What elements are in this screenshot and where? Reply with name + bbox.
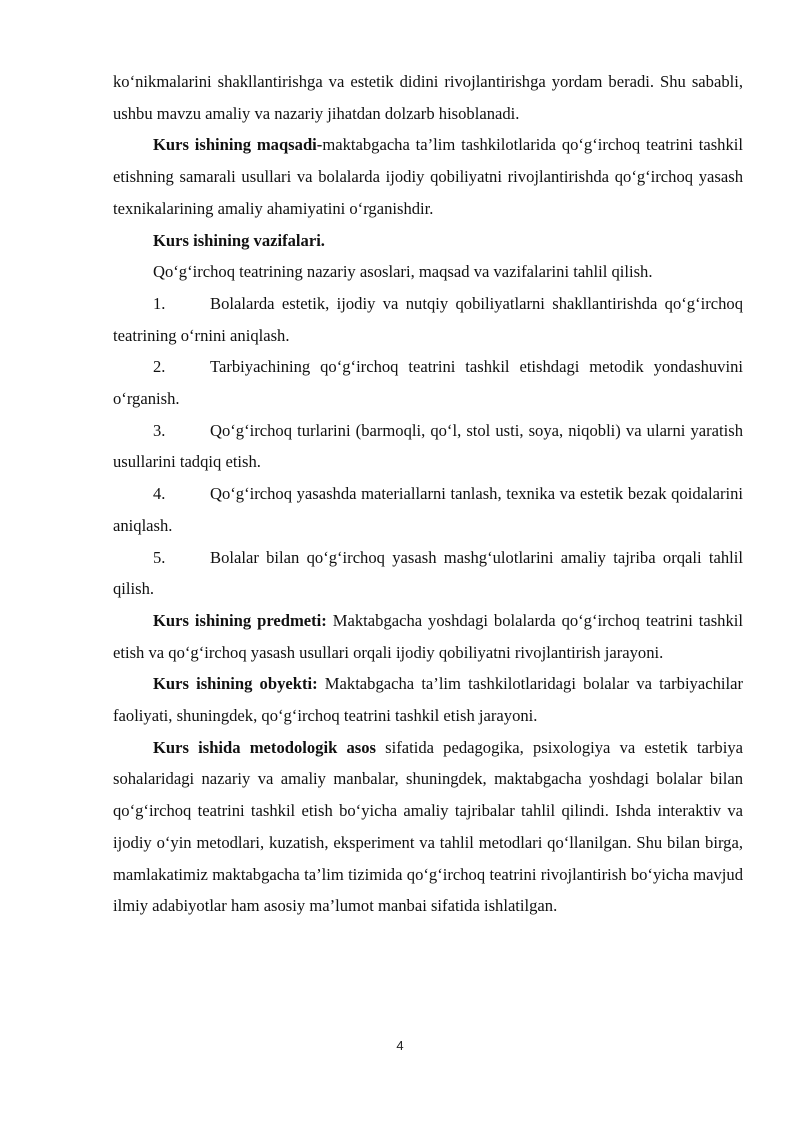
task-text: Tarbiyachining qo‘g‘irchoq teatrini tashkil etishdagi metodik yondashuvini o‘rganish.: [113, 357, 743, 409]
task-number: 2.: [153, 357, 166, 377]
task-item-3: [113, 415, 743, 478]
methodology-label: Kurs ishida metodologik asos: [153, 737, 376, 757]
task-text: Qo‘g‘irchoq yasashda materiallarni tanlash, texnika va estetik bezak qoidalarini aniqlash.: [113, 484, 743, 535]
object-text: Maktabgacha ta’lim tashkilotlaridagi bolalar va tarbiyachilar faoliyati, shuningdek, qo‘g‘irchoq teatrini tashkil etish jarayoni.: [113, 674, 743, 726]
task-item-1: [113, 288, 743, 351]
task-text: Bolalar bilan qo‘g‘irchoq yasash mashg‘ulotlarini amaliy tajriba orqali tahlil qilish.: [113, 547, 743, 599]
task-number: 5.: [153, 547, 166, 567]
tasks-heading: [113, 225, 743, 257]
document-page: [113, 66, 743, 922]
methodology-paragraph: [113, 732, 743, 922]
task-item-4: [113, 478, 743, 541]
goal-text: maktabgacha ta’lim tashkilotlarida qo‘g‘irchoq teatrini tashkil etishning samarali usullari va bolalarda ijodiy qobiliyatni rivojlantirishda qo‘g‘irchoq yasash texnikalarining amaliy ahamiyatini o‘rganishdir.: [113, 135, 743, 218]
object-label: Kurs ishining obyekti:: [153, 674, 318, 694]
task-text: Bolalarda estetik, ijodiy va nutqiy qobiliyatlarni shakllantirishda qo‘g‘irchoq teatrining o‘rnini aniqlash.: [113, 293, 743, 345]
tasks-label: Kurs ishining vazifalari.: [153, 230, 325, 250]
subject-label: Kurs ishining predmeti:: [153, 610, 327, 630]
task-number: 4.: [153, 484, 166, 504]
task-number: 1.: [153, 293, 166, 313]
subject-text: Maktabgacha yoshdagi bolalarda qo‘g‘irchoq teatrini tashkil etish va qo‘g‘irchoq yasash usullari orqali ijodiy qobiliyatni rivojlantirish jarayoni.: [113, 610, 743, 662]
intro-paragraph: ko‘nikmalarini shakllantirishga va estetik didini rivojlantirishga yordam beradi. Shu sababli, ushbu mavzu amaliy va nazariy jihatdan dolzarb hisoblanadi.: [113, 72, 743, 123]
task-number: 3.: [153, 420, 166, 440]
page-number: 4: [396, 1038, 404, 1053]
task-item-2: [113, 351, 743, 414]
task-text: Qo‘g‘irchoq turlarini (barmoqli, qo‘l, stol usti, soya, niqobli) va ularni yaratish usullarini tadqiq etish.: [113, 420, 743, 472]
goal-label: Kurs ishining maqsadi-: [153, 135, 323, 155]
goal-paragraph: [113, 129, 743, 224]
task-item-5: [113, 542, 743, 605]
tasks-intro: Qo‘g‘irchoq teatrining nazariy asoslari, maqsad va vazifalarini tahlil qilish.: [153, 262, 653, 282]
methodology-text: sifatida pedagogika, psixologiya va estetik tarbiya sohalaridagi nazariy va amaliy manbalar, shuningdek, maktabgacha yoshdagi bolalar bilan qo‘g‘irchoq teatrini tashkil etish bo‘yicha amaliy tajribalar tahlil qilindi. Ishda interaktiv va ijodiy o‘yin metodlari, kuzatish, eksperiment va tahlil metodlari qo‘llanilgan. Shu bilan birga, mamlakatimiz maktabgacha ta’lim tizimida qo‘g‘irchoq teatrini rivojlantirish bo‘yicha mavjud ilmiy adabiyotlar ham asosiy ma’lumot manbai sifatida ishlatilgan.: [113, 737, 743, 916]
subject-paragraph: [113, 605, 743, 668]
object-paragraph: [113, 668, 743, 731]
